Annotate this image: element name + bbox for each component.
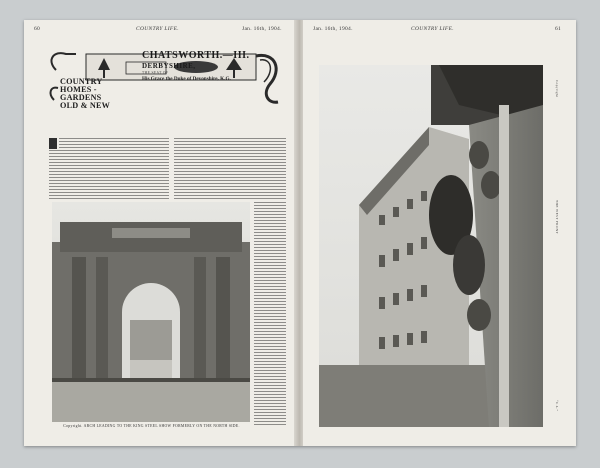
west-front-photo (319, 65, 543, 427)
body-text-col2 (174, 138, 286, 200)
side-note-caption: THE WEST FRONT (555, 200, 559, 235)
left-page-date: Jan. 16th, 1904. (242, 26, 282, 32)
article-seat-line: THE SEAT OF (142, 71, 169, 75)
arch-gateway-photo (52, 202, 250, 422)
article-subtitle: DERBYSHIRE, (142, 62, 196, 70)
right-page-date: Jan. 16th, 1904. (313, 26, 353, 32)
body-text-col1 (49, 150, 169, 200)
right-page-number: 61 (555, 26, 562, 32)
right-page (303, 20, 576, 446)
right-running-head: COUNTRY LIFE. (411, 26, 454, 32)
photo-caption: Copyright. ARCH LEADING TO THE KING STEEL SHOW FORMERLY ON THE NORTH SIDE. (63, 424, 240, 428)
body-text-col3-narrow (254, 202, 286, 426)
left-running-head: COUNTRY LIFE. (136, 26, 179, 32)
side-note-credit: “C.L.” (555, 400, 559, 412)
magazine-spread (24, 20, 576, 446)
side-note-copyright: Copyright (555, 80, 559, 98)
article-title: CHATSWORTH.—III. (142, 50, 250, 61)
masthead-word-gardens: GARDENS (60, 93, 102, 102)
body-text-col1-top (59, 138, 169, 148)
article-owner: His Grace the Duke of Devonshire, K.G. (142, 76, 231, 82)
masthead-word-old-new: OLD & NEW (60, 101, 111, 110)
left-page (24, 20, 297, 446)
masthead-word-homes: HOMES - (60, 85, 97, 94)
masthead-word-country: COUNTRY (60, 77, 103, 86)
left-page-number: 60 (34, 26, 41, 32)
drop-cap (49, 138, 57, 149)
